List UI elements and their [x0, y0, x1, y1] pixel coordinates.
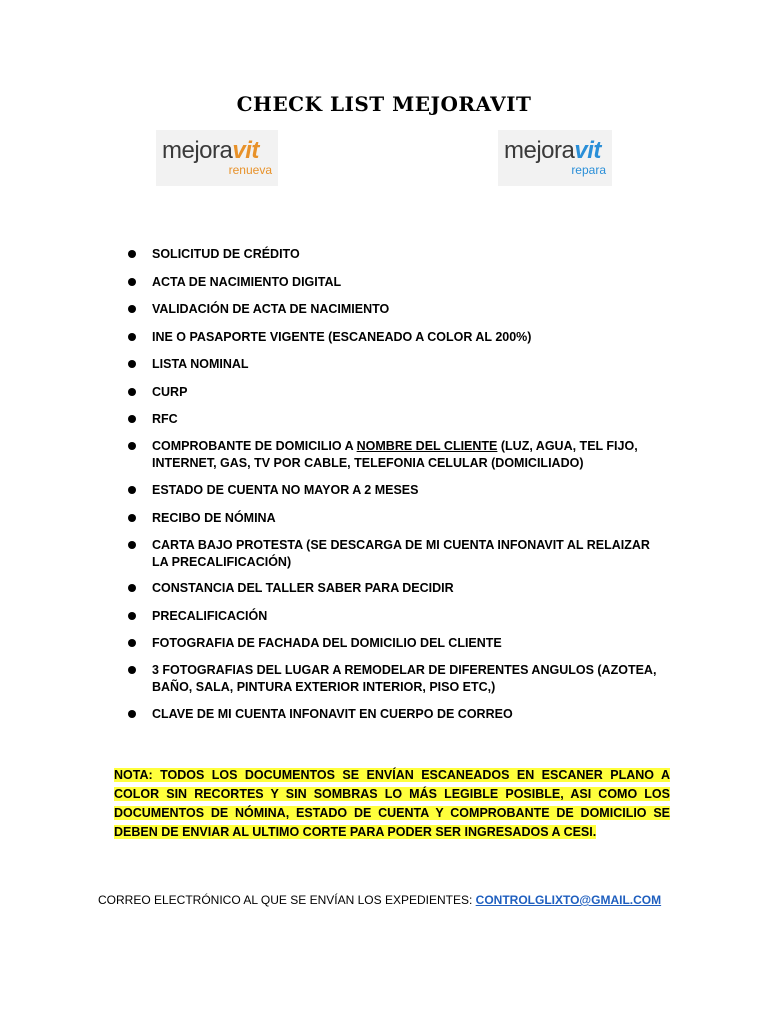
footer-contact	[98, 893, 661, 907]
checklist-item-text: VALIDACIÓN DE ACTA DE NACIMIENTO	[152, 302, 390, 316]
checklist-item-text-underlined: NOMBRE DEL CLIENTE	[356, 439, 498, 453]
logo-subtitle: repara	[571, 163, 606, 177]
footer-label: CORREO ELECTRÓNICO AL QUE SE ENVÍAN LOS EXPEDIENTES:	[98, 893, 476, 907]
checklist-item	[128, 411, 668, 428]
logo-subtitle: renueva	[228, 163, 272, 177]
bullet-icon	[128, 250, 136, 258]
bullet-icon	[128, 305, 136, 313]
bullet-icon	[128, 486, 136, 494]
logo-wordmark-main: mejora	[504, 137, 575, 164]
bullet-icon	[128, 333, 136, 341]
checklist-item-text	[152, 438, 668, 472]
checklist-item-text: ACTA DE NACIMIENTO DIGITAL	[152, 275, 342, 289]
checklist-item	[128, 635, 668, 652]
bullet-icon	[128, 584, 136, 592]
logo-wordmark	[504, 138, 606, 164]
checklist-item	[128, 662, 668, 696]
checklist-item-text: CARTA BAJO PROTESTA (SE DESCARGA DE MI CUENTA INFONAVIT AL RELAIZAR LA PRECALIFICACIÓN)	[152, 538, 650, 569]
mejoravit-repara-logo	[498, 130, 612, 186]
checklist-item-text: INE O PASAPORTE VIGENTE (ESCANEADO A COLOR AL 200%)	[152, 330, 532, 344]
mejoravit-renueva-logo	[156, 130, 278, 186]
bullet-icon	[128, 612, 136, 620]
checklist-item	[128, 274, 668, 291]
checklist-item	[128, 537, 668, 571]
bullet-icon	[128, 514, 136, 522]
logo-wordmark-main: mejora	[162, 137, 233, 164]
checklist-item-text: SOLICITUD DE CRÉDITO	[152, 247, 300, 261]
bullet-icon	[128, 388, 136, 396]
highlighted-note	[114, 766, 670, 842]
checklist-item-text: CONSTANCIA DEL TALLER SABER PARA DECIDIR	[152, 581, 454, 595]
bullet-icon	[128, 415, 136, 423]
bullet-icon	[128, 710, 136, 718]
checklist-item-text-pre: COMPROBANTE DE DOMICILIO A	[152, 439, 357, 453]
logo-wordmark-accent: vit	[574, 137, 601, 164]
bullet-icon	[128, 666, 136, 674]
bullet-icon	[128, 639, 136, 647]
note-text: NOTA: TODOS LOS DOCUMENTOS SE ENVÍAN ESCANEADOS EN ESCANER PLANO A COLOR SIN RECORTES Y SIN SOMBRAS LO MÁS LEGIBLE POSIBLE, ASI COMO LOS DOCUMENTOS DE NÓMINA, ESTADO DE CUENTA Y COMPROBANTE DE DOMICILIO SE DEBEN DE ENVIAR AL ULTIMO CORTE PARA PODER SER INGRESADOS A CESI.	[114, 768, 670, 839]
checklist-item	[128, 580, 668, 597]
checklist-item	[128, 384, 668, 401]
checklist-item-text: LISTA NOMINAL	[152, 357, 249, 371]
bullet-icon	[128, 278, 136, 286]
checklist-item	[128, 246, 668, 263]
checklist-item	[128, 706, 668, 723]
bullet-icon	[128, 442, 136, 450]
checklist-item-text: RECIBO DE NÓMINA	[152, 511, 276, 525]
checklist-item	[128, 608, 668, 625]
checklist-item-text: CURP	[152, 385, 188, 399]
checklist-item	[128, 356, 668, 373]
checklist-item-text: ESTADO DE CUENTA NO MAYOR A 2 MESES	[152, 483, 419, 497]
checklist-item	[128, 510, 668, 527]
checklist-item	[128, 301, 668, 318]
checklist-item	[128, 329, 668, 346]
bullet-icon	[128, 360, 136, 368]
email-link[interactable]: CONTROLGLIXTO@GMAIL.COM	[475, 893, 662, 907]
logo-wordmark	[162, 138, 272, 164]
checklist-item-text: RFC	[152, 412, 178, 426]
checklist-item	[128, 482, 668, 499]
checklist-item-text: PRECALIFICACIÓN	[152, 609, 268, 623]
checklist-item-text: CLAVE DE MI CUENTA INFONAVIT EN CUERPO DE CORREO	[152, 707, 513, 721]
logo-wordmark-accent: vit	[232, 137, 259, 164]
checklist-item	[128, 438, 668, 472]
checklist-item-text: 3 FOTOGRAFIAS DEL LUGAR A REMODELAR DE DIFERENTES ANGULOS (AZOTEA, BAÑO, SALA, PINTURA EXTERIOR INTERIOR, PISO ETC,)	[152, 663, 657, 694]
bullet-icon	[128, 541, 136, 549]
page-title: CHECK LIST MEJORAVIT	[236, 92, 532, 116]
checklist-item-text: FOTOGRAFIA DE FACHADA DEL DOMICILIO DEL CLIENTE	[152, 636, 502, 650]
checklist-item-text-post: (LUZ, AGUA, TEL FIJO, INTERNET, GAS, TV POR CABLE, TELEFONIA CELULAR (DOMICILIADO)	[152, 439, 638, 470]
